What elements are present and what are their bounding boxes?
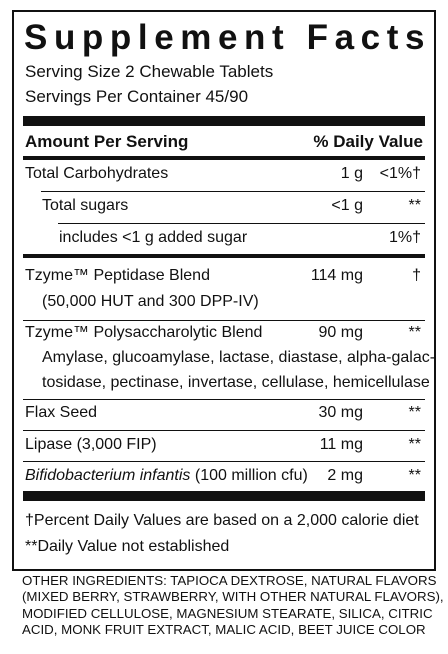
daily-value-label: % Daily Value: [313, 132, 423, 151]
nutrient-name: Lipase (3,000 FIP): [25, 436, 157, 453]
nutrient-name: Total sugars: [42, 197, 129, 214]
nutrient-dv: <1%†: [379, 165, 421, 182]
amount-per-serving-label: Amount Per Serving: [25, 132, 189, 151]
nutrient-dv: **: [408, 404, 421, 421]
nutrient-detail: (50,000 HUT and 300 DPP-IV): [42, 293, 259, 310]
divider-thin: [23, 461, 425, 462]
nutrient-detail: tosidase, pectinase, invertase, cellulase, hemicellulase: [42, 374, 430, 391]
nutrient-amount: 11 mg: [319, 436, 363, 453]
footnote-daily-value: †Percent Daily Values are based on a 2,000 calorie diet: [25, 512, 419, 529]
nutrient-name: includes <1 g added sugar: [59, 229, 248, 246]
nutrient-name-italic: Bifidobacterium infantis: [25, 467, 191, 484]
other-ingredients: [22, 573, 444, 638]
nutrient-name-rest: (100 million cfu): [190, 467, 308, 484]
divider-medium: [23, 254, 425, 258]
nutrient-name: Tzyme™ Peptidase Blend: [25, 267, 210, 284]
divider-thick: [23, 116, 425, 126]
nutrient-dv: **: [408, 467, 421, 484]
nutrient-amount: 90 mg: [318, 324, 363, 341]
serving-size: Serving Size 2 Chewable Tablets: [25, 62, 274, 81]
nutrient-dv: 1%†: [388, 229, 421, 246]
ingredients-line: MODIFIED CELLULOSE, MAGNESIUM STEARATE, SILICA, CITRIC: [22, 605, 433, 621]
servings-per-container: Servings Per Container 45/90: [25, 87, 249, 106]
divider-thin: [23, 320, 425, 321]
divider-thin: [58, 223, 425, 224]
footnote-not-established: **Daily Value not established: [25, 538, 230, 555]
nutrient-dv: **: [408, 324, 421, 341]
divider-thin: [23, 430, 425, 431]
nutrient-amount: 1 g: [340, 165, 363, 182]
nutrient-dv: †: [412, 267, 421, 284]
nutrient-name: [25, 466, 308, 485]
nutrient-name: Flax Seed: [25, 404, 98, 421]
divider-thin: [41, 191, 425, 192]
nutrient-name: Total Carbohydrates: [25, 165, 169, 182]
ingredients-line: (MIXED BERRY, STRAWBERRY, WITH OTHER NATURAL FLAVORS),: [22, 589, 444, 605]
nutrient-amount: 2 mg: [327, 467, 363, 484]
panel-title: Supplement Facts: [24, 18, 432, 57]
nutrient-detail: Amylase, glucoamylase, lactase, diastase, alpha-galac-: [42, 349, 436, 366]
nutrient-name: Tzyme™ Polysaccharolytic Blend: [25, 324, 263, 341]
nutrient-dv: **: [408, 197, 421, 214]
divider-thin: [23, 399, 425, 400]
nutrient-amount: 30 mg: [318, 404, 363, 421]
divider-medium: [23, 156, 425, 160]
nutrient-dv: **: [408, 436, 421, 453]
supplement-facts-panel: [12, 10, 436, 571]
ingredients-line: OTHER INGREDIENTS: TAPIOCA DEXTROSE, NATURAL FLAVORS: [22, 573, 437, 588]
nutrient-amount: 114 mg: [310, 267, 363, 284]
ingredients-line: ACID, MONK FRUIT EXTRACT, MALIC ACID, BEET JUICE COLOR: [22, 621, 426, 637]
nutrient-amount: <1 g: [331, 197, 363, 214]
divider-thick: [23, 491, 425, 501]
